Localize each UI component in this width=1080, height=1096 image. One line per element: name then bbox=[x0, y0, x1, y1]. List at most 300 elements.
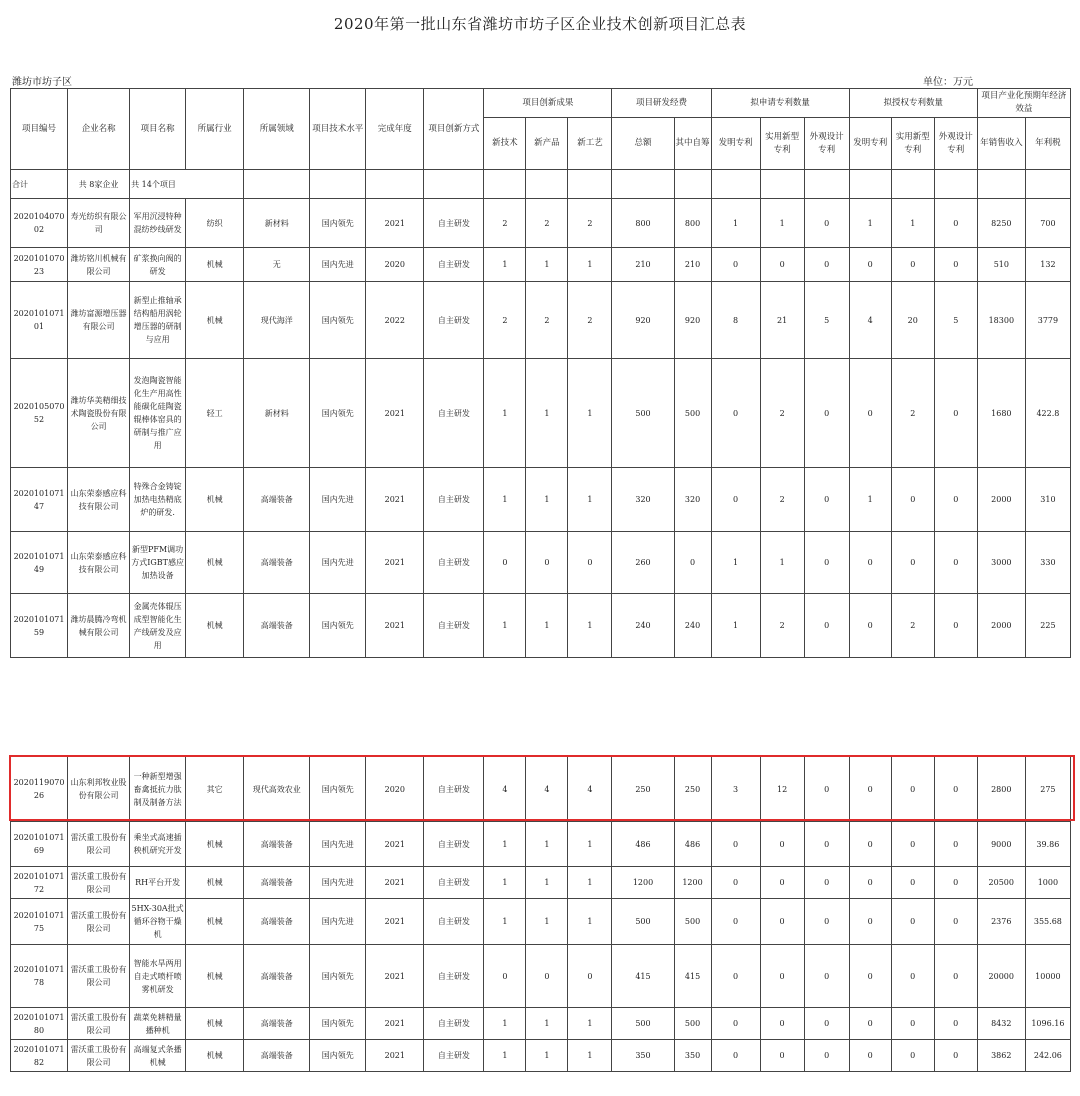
cell-annual-tax: 39.86 bbox=[1025, 822, 1070, 867]
cell-annual-sales: 20500 bbox=[977, 867, 1025, 899]
cell-apply-utility: 0 bbox=[760, 867, 804, 899]
cell-apply-utility: 2 bbox=[760, 468, 804, 532]
header-year: 完成年度 bbox=[366, 89, 424, 170]
cell-project-name: 高端复式条播机械 bbox=[130, 1040, 186, 1072]
cell-new-product: 1 bbox=[526, 867, 568, 899]
cell-annual-sales: 18300 bbox=[977, 282, 1025, 359]
cell-new-craft: 2 bbox=[568, 199, 612, 248]
cell-innovation-mode: 自主研发 bbox=[424, 945, 484, 1008]
cell-apply-invention: 0 bbox=[711, 867, 760, 899]
cell-field: 高端装备 bbox=[244, 532, 310, 594]
cell-grant-design: 5 bbox=[934, 282, 977, 359]
cell-apply-design: 0 bbox=[804, 532, 849, 594]
totals-companies: 共 8家企业 bbox=[68, 170, 130, 199]
document-title: 2020年第一批山东省潍坊市坊子区企业技术创新项目汇总表 bbox=[333, 15, 747, 33]
cell-tech-level: 国内领先 bbox=[310, 1040, 366, 1072]
summary-table-part1 bbox=[10, 88, 1071, 658]
cell-new-tech: 1 bbox=[484, 1040, 526, 1072]
cell-total-funds: 210 bbox=[612, 248, 674, 282]
cell-company-name: 山东荣泰感应科技有限公司 bbox=[68, 468, 130, 532]
cell-new-product: 1 bbox=[526, 359, 568, 468]
cell-grant-invention: 0 bbox=[849, 945, 891, 1008]
cell-industry: 机械 bbox=[186, 468, 244, 532]
totals-label: 合计 bbox=[11, 170, 68, 199]
cell-annual-tax: 330 bbox=[1025, 532, 1070, 594]
table-row bbox=[11, 1040, 1071, 1072]
cell-company-name: 雷沃重工股份有限公司 bbox=[68, 899, 130, 945]
header-grant-design: 外观设计专利 bbox=[934, 118, 977, 170]
cell-innovation-mode: 自主研发 bbox=[424, 757, 484, 822]
cell-annual-sales: 8250 bbox=[977, 199, 1025, 248]
cell-completion-year: 2021 bbox=[366, 468, 424, 532]
cell-field: 高端装备 bbox=[244, 945, 310, 1008]
cell-grant-design: 0 bbox=[934, 359, 977, 468]
cell-industry: 机械 bbox=[186, 282, 244, 359]
cell-project-name: 矿浆换向阀的研发 bbox=[130, 248, 186, 282]
cell-self-funds: 240 bbox=[674, 594, 711, 658]
cell-annual-sales: 2000 bbox=[977, 594, 1025, 658]
cell-tech-level: 国内先进 bbox=[310, 468, 366, 532]
cell-apply-invention: 1 bbox=[711, 199, 760, 248]
cell-new-craft: 1 bbox=[568, 899, 612, 945]
cell-project-name: 军用沉浸特种混纺纱线研发 bbox=[130, 199, 186, 248]
cell-grant-invention: 1 bbox=[849, 468, 891, 532]
header-field: 所属领域 bbox=[244, 89, 310, 170]
cell-annual-sales: 9000 bbox=[977, 822, 1025, 867]
cell-grant-utility: 0 bbox=[891, 757, 934, 822]
cell-industry: 机械 bbox=[186, 1008, 244, 1040]
cell-project-name: 5HX-30A批式循环谷物干燥机 bbox=[130, 899, 186, 945]
cell-tech-level: 国内先进 bbox=[310, 822, 366, 867]
cell-completion-year: 2021 bbox=[366, 1040, 424, 1072]
cell-company-name: 潍坊华美精细技术陶瓷股份有限公司 bbox=[68, 359, 130, 468]
unit-label: 单位：万元 bbox=[923, 77, 973, 88]
table-row bbox=[11, 945, 1071, 1008]
cell-grant-invention: 0 bbox=[849, 757, 891, 822]
cell-apply-utility: 2 bbox=[760, 359, 804, 468]
cell-apply-design: 0 bbox=[804, 945, 849, 1008]
cell-new-product: 2 bbox=[526, 282, 568, 359]
cell-field: 高端装备 bbox=[244, 867, 310, 899]
cell-grant-design: 0 bbox=[934, 1040, 977, 1072]
cell-new-product: 2 bbox=[526, 199, 568, 248]
cell-new-product: 4 bbox=[526, 757, 568, 822]
cell-grant-utility: 20 bbox=[891, 282, 934, 359]
cell-field: 高端装备 bbox=[244, 468, 310, 532]
cell-apply-invention: 0 bbox=[711, 945, 760, 1008]
cell-tech-level: 国内先进 bbox=[310, 899, 366, 945]
cell-field: 无 bbox=[244, 248, 310, 282]
cell-completion-year: 2020 bbox=[366, 248, 424, 282]
table-row bbox=[11, 867, 1071, 899]
cell-apply-design: 5 bbox=[804, 282, 849, 359]
cell-tech-level: 国内领先 bbox=[310, 359, 366, 468]
cell-total-funds: 320 bbox=[612, 468, 674, 532]
cell-new-product: 1 bbox=[526, 1040, 568, 1072]
cell-industry: 机械 bbox=[186, 532, 244, 594]
cell-innovation-mode: 自主研发 bbox=[424, 532, 484, 594]
cell-total-funds: 250 bbox=[612, 757, 674, 822]
cell-grant-utility: 0 bbox=[891, 822, 934, 867]
cell-company-name: 雷沃重工股份有限公司 bbox=[68, 945, 130, 1008]
cell-apply-design: 0 bbox=[804, 867, 849, 899]
cell-new-craft: 1 bbox=[568, 1008, 612, 1040]
cell-annual-tax: 225 bbox=[1025, 594, 1070, 658]
cell-annual-tax: 3779 bbox=[1025, 282, 1070, 359]
cell-project-no: 2020105070 52 bbox=[11, 359, 68, 468]
header-new-tech: 新技术 bbox=[484, 118, 526, 170]
cell-new-craft: 2 bbox=[568, 282, 612, 359]
cell-annual-tax: 1096.16 bbox=[1025, 1008, 1070, 1040]
cell-grant-utility: 0 bbox=[891, 248, 934, 282]
cell-annual-tax: 310 bbox=[1025, 468, 1070, 532]
cell-total-funds: 500 bbox=[612, 899, 674, 945]
cell-self-funds: 415 bbox=[674, 945, 711, 1008]
cell-apply-design: 0 bbox=[804, 899, 849, 945]
cell-apply-utility: 0 bbox=[760, 822, 804, 867]
cell-innovation-mode: 自主研发 bbox=[424, 594, 484, 658]
cell-project-no: 2020101071 49 bbox=[11, 532, 68, 594]
cell-tech-level: 国内领先 bbox=[310, 199, 366, 248]
header-total-funds: 总额 bbox=[612, 118, 674, 170]
cell-annual-sales: 3000 bbox=[977, 532, 1025, 594]
cell-apply-utility: 0 bbox=[760, 945, 804, 1008]
cell-company-name: 山东利邦牧业股份有限公司 bbox=[68, 757, 130, 822]
cell-field: 高端装备 bbox=[244, 822, 310, 867]
cell-self-funds: 500 bbox=[674, 1008, 711, 1040]
cell-project-name: 特殊合金铸锭加热电热精底炉的研发. bbox=[130, 468, 186, 532]
cell-apply-design: 0 bbox=[804, 359, 849, 468]
header-new-craft: 新工艺 bbox=[568, 118, 612, 170]
cell-innovation-mode: 自主研发 bbox=[424, 248, 484, 282]
cell-new-craft: 1 bbox=[568, 594, 612, 658]
cell-tech-level: 国内先进 bbox=[310, 867, 366, 899]
cell-project-name: 新型止推轴承结构船用涡轮增压器的研制与应用 bbox=[130, 282, 186, 359]
cell-project-no: 2020101071 82 bbox=[11, 1040, 68, 1072]
cell-completion-year: 2021 bbox=[366, 532, 424, 594]
cell-apply-utility: 2 bbox=[760, 594, 804, 658]
header-grant-invention: 发明专利 bbox=[849, 118, 891, 170]
cell-self-funds: 210 bbox=[674, 248, 711, 282]
cell-annual-tax: 422.8 bbox=[1025, 359, 1070, 468]
cell-grant-utility: 0 bbox=[891, 1008, 934, 1040]
cell-completion-year: 2021 bbox=[366, 822, 424, 867]
cell-total-funds: 920 bbox=[612, 282, 674, 359]
cell-new-tech: 1 bbox=[484, 867, 526, 899]
cell-grant-invention: 0 bbox=[849, 594, 891, 658]
cell-grant-utility: 0 bbox=[891, 468, 934, 532]
cell-grant-design: 0 bbox=[934, 757, 977, 822]
cell-apply-invention: 0 bbox=[711, 359, 760, 468]
cell-new-craft: 1 bbox=[568, 867, 612, 899]
table-row bbox=[11, 248, 1071, 282]
cell-new-product: 0 bbox=[526, 945, 568, 1008]
cell-self-funds: 500 bbox=[674, 359, 711, 468]
cell-company-name: 寿光纺织有限公司 bbox=[68, 199, 130, 248]
cell-annual-sales: 2800 bbox=[977, 757, 1025, 822]
cell-industry: 机械 bbox=[186, 1040, 244, 1072]
cell-tech-level: 国内领先 bbox=[310, 945, 366, 1008]
cell-annual-sales: 2000 bbox=[977, 468, 1025, 532]
cell-apply-invention: 1 bbox=[711, 532, 760, 594]
cell-grant-invention: 0 bbox=[849, 248, 891, 282]
cell-new-tech: 1 bbox=[484, 594, 526, 658]
header-industry: 所属行业 bbox=[186, 89, 244, 170]
cell-new-tech: 1 bbox=[484, 248, 526, 282]
cell-project-no: 2020104070 02 bbox=[11, 199, 68, 248]
cell-annual-sales: 8432 bbox=[977, 1008, 1025, 1040]
cell-company-name: 雷沃重工股份有限公司 bbox=[68, 1040, 130, 1072]
cell-new-tech: 1 bbox=[484, 1008, 526, 1040]
cell-completion-year: 2021 bbox=[366, 867, 424, 899]
cell-annual-tax: 700 bbox=[1025, 199, 1070, 248]
cell-field: 现代高效农业 bbox=[244, 757, 310, 822]
cell-new-tech: 0 bbox=[484, 532, 526, 594]
cell-new-tech: 2 bbox=[484, 282, 526, 359]
cell-project-no: 2020101071 80 bbox=[11, 1008, 68, 1040]
cell-apply-invention: 8 bbox=[711, 282, 760, 359]
cell-grant-utility: 0 bbox=[891, 945, 934, 1008]
cell-grant-design: 0 bbox=[934, 945, 977, 1008]
cell-new-craft: 1 bbox=[568, 468, 612, 532]
header-apply-design: 外观设计专利 bbox=[804, 118, 849, 170]
cell-project-no: 2020101071 72 bbox=[11, 867, 68, 899]
cell-new-craft: 0 bbox=[568, 532, 612, 594]
cell-annual-sales: 3862 bbox=[977, 1040, 1025, 1072]
cell-apply-invention: 0 bbox=[711, 822, 760, 867]
cell-annual-tax: 132 bbox=[1025, 248, 1070, 282]
cell-company-name: 雷沃重工股份有限公司 bbox=[68, 867, 130, 899]
cell-grant-design: 0 bbox=[934, 822, 977, 867]
cell-industry: 机械 bbox=[186, 945, 244, 1008]
cell-self-funds: 1200 bbox=[674, 867, 711, 899]
cell-company-name: 潍坊富源增压器有限公司 bbox=[68, 282, 130, 359]
cell-grant-invention: 4 bbox=[849, 282, 891, 359]
cell-industry: 机械 bbox=[186, 822, 244, 867]
cell-self-funds: 350 bbox=[674, 1040, 711, 1072]
cell-total-funds: 500 bbox=[612, 359, 674, 468]
cell-industry: 机械 bbox=[186, 248, 244, 282]
cell-apply-design: 0 bbox=[804, 1008, 849, 1040]
cell-grant-invention: 1 bbox=[849, 199, 891, 248]
cell-new-tech: 1 bbox=[484, 899, 526, 945]
cell-project-name: 智能水旱两用自走式喷杆喷雾机研发 bbox=[130, 945, 186, 1008]
cell-innovation-mode: 自主研发 bbox=[424, 359, 484, 468]
cell-apply-utility: 0 bbox=[760, 1040, 804, 1072]
cell-industry: 纺织 bbox=[186, 199, 244, 248]
cell-industry: 轻工 bbox=[186, 359, 244, 468]
cell-completion-year: 2021 bbox=[366, 359, 424, 468]
cell-company-name: 潍坊晨腾冷弯机械有限公司 bbox=[68, 594, 130, 658]
cell-project-no: 2020101071 75 bbox=[11, 899, 68, 945]
cell-project-name: 发泡陶瓷智能化生产用高性能碳化硅陶瓷辊棒体窑具的研制与推广应用 bbox=[130, 359, 186, 468]
cell-project-name: 金属壳体辊压成型智能化生产线研发及应用 bbox=[130, 594, 186, 658]
cell-project-name: 蔬菜免耕精量播种机 bbox=[130, 1008, 186, 1040]
cell-new-product: 1 bbox=[526, 822, 568, 867]
cell-self-funds: 800 bbox=[674, 199, 711, 248]
header-tech-level: 项目技术水平 bbox=[310, 89, 366, 170]
cell-innovation-mode: 自主研发 bbox=[424, 1008, 484, 1040]
cell-completion-year: 2021 bbox=[366, 1008, 424, 1040]
cell-industry: 机械 bbox=[186, 594, 244, 658]
cell-industry: 其它 bbox=[186, 757, 244, 822]
cell-new-craft: 1 bbox=[568, 1040, 612, 1072]
cell-apply-invention: 3 bbox=[711, 757, 760, 822]
cell-field: 高端装备 bbox=[244, 594, 310, 658]
cell-new-product: 0 bbox=[526, 532, 568, 594]
header-self-funds: 其中自筹 bbox=[674, 118, 711, 170]
header-apply-invention: 发明专利 bbox=[711, 118, 760, 170]
header-grant-utility: 实用新型专利 bbox=[891, 118, 934, 170]
cell-tech-level: 国内领先 bbox=[310, 282, 366, 359]
cell-apply-utility: 0 bbox=[760, 1008, 804, 1040]
cell-innovation-mode: 自主研发 bbox=[424, 199, 484, 248]
cell-total-funds: 240 bbox=[612, 594, 674, 658]
cell-project-no: 2020101071 01 bbox=[11, 282, 68, 359]
district-label: 潍坊市坊子区 bbox=[12, 77, 72, 88]
cell-total-funds: 486 bbox=[612, 822, 674, 867]
table-row bbox=[11, 822, 1071, 867]
header-results: 项目创新成果 bbox=[484, 89, 612, 118]
cell-annual-tax: 242.06 bbox=[1025, 1040, 1070, 1072]
table-row bbox=[11, 899, 1071, 945]
cell-new-tech: 1 bbox=[484, 822, 526, 867]
cell-grant-utility: 1 bbox=[891, 199, 934, 248]
table-row bbox=[11, 282, 1071, 359]
cell-innovation-mode: 自主研发 bbox=[424, 282, 484, 359]
cell-grant-design: 0 bbox=[934, 1008, 977, 1040]
table-row bbox=[11, 594, 1071, 658]
cell-grant-invention: 0 bbox=[849, 532, 891, 594]
cell-completion-year: 2020 bbox=[366, 757, 424, 822]
cell-tech-level: 国内先进 bbox=[310, 532, 366, 594]
cell-grant-utility: 2 bbox=[891, 359, 934, 468]
cell-self-funds: 320 bbox=[674, 468, 711, 532]
cell-apply-invention: 0 bbox=[711, 899, 760, 945]
cell-annual-sales: 2376 bbox=[977, 899, 1025, 945]
cell-innovation-mode: 自主研发 bbox=[424, 468, 484, 532]
table-row-highlighted bbox=[11, 757, 1071, 822]
cell-grant-design: 0 bbox=[934, 248, 977, 282]
cell-field: 新材料 bbox=[244, 359, 310, 468]
cell-grant-utility: 0 bbox=[891, 532, 934, 594]
totals-projects: 共 14个项目 bbox=[130, 170, 244, 199]
cell-tech-level: 国内领先 bbox=[310, 594, 366, 658]
cell-self-funds: 920 bbox=[674, 282, 711, 359]
cell-annual-tax: 355.68 bbox=[1025, 899, 1070, 945]
totals-row bbox=[11, 170, 1071, 199]
cell-innovation-mode: 自主研发 bbox=[424, 867, 484, 899]
cell-apply-design: 0 bbox=[804, 822, 849, 867]
cell-new-tech: 4 bbox=[484, 757, 526, 822]
cell-apply-invention: 0 bbox=[711, 1040, 760, 1072]
cell-apply-invention: 0 bbox=[711, 248, 760, 282]
cell-new-craft: 4 bbox=[568, 757, 612, 822]
cell-grant-design: 0 bbox=[934, 594, 977, 658]
header-project-name: 项目名称 bbox=[130, 89, 186, 170]
cell-grant-invention: 0 bbox=[849, 359, 891, 468]
header-annual-tax: 年利税 bbox=[1025, 118, 1070, 170]
cell-company-name: 雷沃重工股份有限公司 bbox=[68, 822, 130, 867]
cell-new-product: 1 bbox=[526, 594, 568, 658]
cell-annual-tax: 275 bbox=[1025, 757, 1070, 822]
header-apply-utility: 实用新型专利 bbox=[760, 118, 804, 170]
cell-new-craft: 1 bbox=[568, 822, 612, 867]
cell-new-tech: 1 bbox=[484, 359, 526, 468]
cell-apply-design: 0 bbox=[804, 757, 849, 822]
cell-new-craft: 0 bbox=[568, 945, 612, 1008]
cell-new-product: 1 bbox=[526, 1008, 568, 1040]
cell-project-name: 新型PFM调功方式IGBT感应加热设备 bbox=[130, 532, 186, 594]
cell-field: 现代海洋 bbox=[244, 282, 310, 359]
header-apply-patents: 拟申请专利数量 bbox=[711, 89, 849, 118]
cell-grant-design: 0 bbox=[934, 532, 977, 594]
cell-apply-design: 0 bbox=[804, 248, 849, 282]
cell-apply-utility: 1 bbox=[760, 199, 804, 248]
cell-project-no: 2020101071 78 bbox=[11, 945, 68, 1008]
cell-apply-invention: 0 bbox=[711, 1008, 760, 1040]
cell-grant-design: 0 bbox=[934, 867, 977, 899]
cell-completion-year: 2021 bbox=[366, 594, 424, 658]
cell-tech-level: 国内先进 bbox=[310, 248, 366, 282]
header-new-product: 新产品 bbox=[526, 118, 568, 170]
cell-apply-design: 0 bbox=[804, 199, 849, 248]
cell-apply-utility: 21 bbox=[760, 282, 804, 359]
table-row bbox=[11, 1008, 1071, 1040]
cell-company-name: 雷沃重工股份有限公司 bbox=[68, 1008, 130, 1040]
cell-project-no: 2020119070 26 bbox=[11, 757, 68, 822]
cell-self-funds: 0 bbox=[674, 532, 711, 594]
cell-apply-invention: 0 bbox=[711, 468, 760, 532]
header-annual-sales: 年销售收入 bbox=[977, 118, 1025, 170]
cell-field: 新材料 bbox=[244, 199, 310, 248]
cell-innovation-mode: 自主研发 bbox=[424, 822, 484, 867]
header-funds: 项目研发经费 bbox=[612, 89, 711, 118]
cell-new-tech: 2 bbox=[484, 199, 526, 248]
header-project-no: 项目编号 bbox=[11, 89, 68, 170]
cell-grant-design: 0 bbox=[934, 199, 977, 248]
cell-project-no: 2020101071 69 bbox=[11, 822, 68, 867]
cell-innovation-mode: 自主研发 bbox=[424, 899, 484, 945]
cell-field: 高端装备 bbox=[244, 1008, 310, 1040]
cell-apply-invention: 1 bbox=[711, 594, 760, 658]
cell-project-no: 2020101071 47 bbox=[11, 468, 68, 532]
cell-field: 高端装备 bbox=[244, 899, 310, 945]
cell-annual-sales: 510 bbox=[977, 248, 1025, 282]
cell-grant-utility: 0 bbox=[891, 899, 934, 945]
cell-total-funds: 415 bbox=[612, 945, 674, 1008]
cell-grant-utility: 2 bbox=[891, 594, 934, 658]
cell-new-craft: 1 bbox=[568, 359, 612, 468]
cell-completion-year: 2021 bbox=[366, 945, 424, 1008]
cell-industry: 机械 bbox=[186, 899, 244, 945]
cell-new-product: 1 bbox=[526, 468, 568, 532]
cell-grant-invention: 0 bbox=[849, 1040, 891, 1072]
cell-total-funds: 350 bbox=[612, 1040, 674, 1072]
cell-annual-sales: 20000 bbox=[977, 945, 1025, 1008]
cell-project-no: 2020101070 23 bbox=[11, 248, 68, 282]
cell-company-name: 山东荣泰感应科技有限公司 bbox=[68, 532, 130, 594]
cell-company-name: 潍坊铭川机械有限公司 bbox=[68, 248, 130, 282]
cell-apply-design: 0 bbox=[804, 468, 849, 532]
cell-total-funds: 500 bbox=[612, 1008, 674, 1040]
cell-grant-utility: 0 bbox=[891, 867, 934, 899]
cell-innovation-mode: 自主研发 bbox=[424, 1040, 484, 1072]
cell-grant-design: 0 bbox=[934, 468, 977, 532]
cell-apply-design: 0 bbox=[804, 1040, 849, 1072]
cell-grant-invention: 0 bbox=[849, 1008, 891, 1040]
cell-new-craft: 1 bbox=[568, 248, 612, 282]
